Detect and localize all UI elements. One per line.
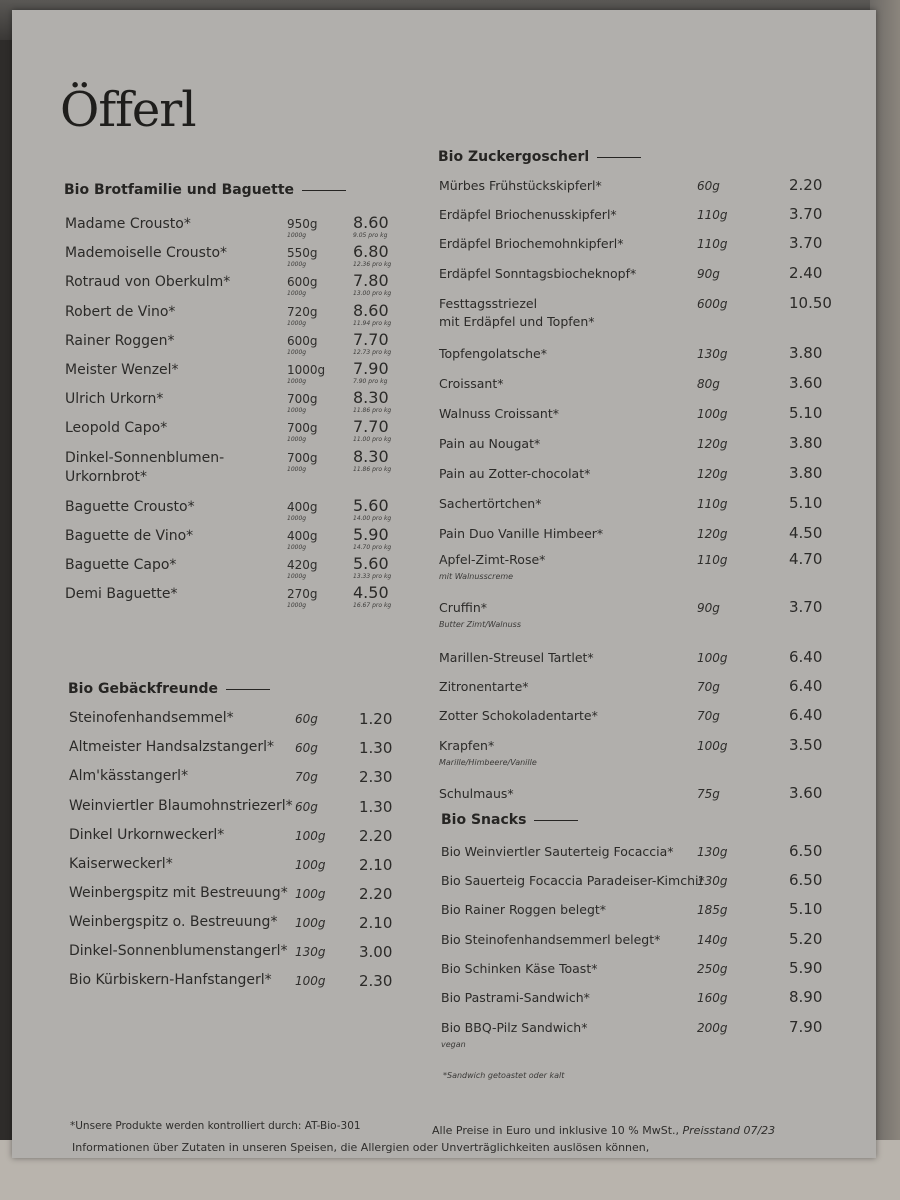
- item-note: mit Walnusscreme: [439, 572, 514, 581]
- item-price: 7.70: [353, 417, 389, 436]
- item-name-line2: Urkornbrot*: [65, 469, 147, 485]
- item-name: Baguette Capo*: [65, 557, 177, 573]
- item-price: 7.90: [789, 1018, 823, 1036]
- item-name: Schulmaus*: [439, 786, 514, 801]
- item-weight: 60g: [697, 179, 720, 193]
- item-price-per-kg: 7.90 pro kg: [353, 378, 388, 385]
- item-weight-reference: 1000g: [287, 407, 307, 414]
- item-price: 5.60: [353, 496, 389, 515]
- item-name: Bio Steinofenhandsemmerl belegt*: [441, 932, 661, 947]
- section-title-zucker-label: Bio Zuckergoscherl: [438, 149, 590, 165]
- item-price: 6.50: [789, 871, 823, 889]
- section-title-gebaeck-label: Bio Gebäckfreunde: [68, 681, 218, 697]
- item-name: Mademoiselle Crousto*: [65, 245, 228, 261]
- item-price-per-kg: 11.00 pro kg: [353, 436, 392, 443]
- item-weight: 720g: [287, 305, 318, 319]
- item-name: Apfel-Zimt-Rose*: [439, 552, 546, 567]
- section-title-brot: [64, 182, 346, 198]
- item-price: 6.50: [789, 842, 823, 860]
- item-name: Bio Pastrami-Sandwich*: [441, 990, 590, 1005]
- item-name: Leopold Capo*: [65, 420, 168, 436]
- item-weight: 100g: [697, 739, 728, 753]
- item-name: Bio Kürbiskern-Hanfstangerl*: [69, 972, 272, 988]
- item-weight: 600g: [697, 297, 728, 311]
- item-price: 3.70: [789, 205, 823, 223]
- item-price: 3.80: [789, 464, 823, 482]
- item-weight: 950g: [287, 217, 318, 231]
- item-name: Bio Rainer Roggen belegt*: [441, 902, 607, 917]
- item-price: 3.50: [789, 736, 823, 754]
- item-weight: 550g: [287, 246, 318, 260]
- item-weight: 110g: [697, 497, 728, 511]
- item-name: Bio Weinviertler Sauterteig Focaccia*: [441, 844, 674, 859]
- item-price: 1.30: [359, 739, 393, 757]
- item-name: Alm'kässtangerl*: [69, 768, 189, 784]
- item-price: 8.60: [353, 213, 389, 232]
- item-price: 5.10: [789, 404, 823, 422]
- item-weight: 400g: [287, 500, 318, 514]
- item-name: Zitronentarte*: [439, 679, 529, 694]
- item-weight: 100g: [295, 916, 326, 930]
- item-name: Erdäpfel Briochemohnkipferl*: [439, 236, 624, 251]
- item-weight: 130g: [295, 945, 326, 959]
- item-price: 8.30: [353, 388, 389, 407]
- item-price: 1.20: [359, 710, 393, 728]
- item-weight: 600g: [287, 334, 318, 348]
- item-weight: 200g: [697, 1021, 728, 1035]
- item-name: Bio Schinken Käse Toast*: [441, 961, 598, 976]
- snacks-footnote: *Sandwich getoastet oder kalt: [443, 1071, 565, 1080]
- section-title-snacks: [441, 812, 578, 828]
- item-weight-reference: 1000g: [287, 466, 307, 473]
- item-name: Kaiserweckerl*: [69, 856, 173, 872]
- item-price-per-kg: 11.94 pro kg: [353, 320, 392, 327]
- menu-sheet: [12, 10, 876, 1158]
- item-weight: 120g: [697, 467, 728, 481]
- item-price: 6.40: [789, 648, 823, 666]
- item-weight: 100g: [697, 407, 728, 421]
- item-note: Butter Zimt/Walnuss: [439, 620, 521, 629]
- item-name: Pain au Zotter-chocolat*: [439, 466, 591, 481]
- title-rule: [597, 157, 641, 158]
- item-price: 5.10: [789, 494, 823, 512]
- item-price: 8.90: [789, 988, 823, 1006]
- item-weight: 160g: [697, 991, 728, 1005]
- item-name: Pain Duo Vanille Himbeer*: [439, 526, 604, 541]
- item-price: 3.60: [789, 784, 823, 802]
- item-weight: 110g: [697, 208, 728, 222]
- item-price-per-kg: 11.86 pro kg: [353, 407, 392, 414]
- item-name: Erdäpfel Sonntagsbiocheknopf*: [439, 266, 637, 281]
- item-name: Weinbergspitz o. Bestreuung*: [69, 914, 278, 930]
- item-weight-reference: 1000g: [287, 378, 307, 385]
- item-weight: 420g: [287, 558, 318, 572]
- item-weight: 70g: [697, 680, 720, 694]
- item-weight: 600g: [287, 275, 318, 289]
- item-price: 5.60: [353, 554, 389, 573]
- item-weight-reference: 1000g: [287, 261, 307, 268]
- item-weight: 130g: [697, 347, 728, 361]
- item-price: 2.30: [359, 972, 393, 990]
- item-weight: 110g: [697, 553, 728, 567]
- item-price: 4.50: [353, 583, 389, 602]
- item-weight: 90g: [697, 601, 720, 615]
- footer-control: *Unsere Produkte werden kontrolliert durch: AT-Bio-301: [70, 1120, 361, 1132]
- item-name: Rainer Roggen*: [65, 333, 175, 349]
- item-price: 5.90: [789, 959, 823, 977]
- item-weight: 60g: [295, 800, 318, 814]
- footer-stand: Preisstand 07/23: [682, 1124, 776, 1137]
- title-rule: [534, 820, 578, 821]
- brand-title: Öfferl: [60, 82, 196, 138]
- item-price: 5.10: [789, 900, 823, 918]
- item-price: 7.70: [353, 330, 389, 349]
- item-name: Cruffin*: [439, 600, 488, 615]
- item-name: Steinofenhandsemmel*: [69, 710, 234, 726]
- item-price: 3.70: [789, 598, 823, 616]
- item-price: 6.40: [789, 677, 823, 695]
- section-title-snacks-label: Bio Snacks: [441, 812, 527, 828]
- footer-info: Informationen über Zutaten in unseren Speisen, die Allergien oder Unverträglichkeiten auslösen können,: [72, 1141, 650, 1154]
- item-name: Bio BBQ-Pilz Sandwich*: [441, 1020, 588, 1035]
- item-name: Ulrich Urkorn*: [65, 391, 164, 407]
- item-price: 3.80: [789, 434, 823, 452]
- item-weight: 185g: [697, 903, 728, 917]
- item-weight: 700g: [287, 451, 318, 465]
- item-name: Bio Sauerteig Focaccia Paradeiser-Kimchi*: [441, 873, 705, 888]
- item-price: 7.90: [353, 359, 389, 378]
- item-price: 2.10: [359, 856, 393, 874]
- item-price-per-kg: 14.00 pro kg: [353, 515, 392, 522]
- item-price: 2.20: [789, 176, 823, 194]
- footer-prices-text: Alle Preise in Euro und inklusive 10 % MwSt.,: [432, 1124, 680, 1137]
- item-weight: 60g: [295, 741, 318, 755]
- item-weight: 130g: [697, 845, 728, 859]
- title-rule: [302, 190, 346, 191]
- item-name: Pain au Nougat*: [439, 436, 541, 451]
- item-price-per-kg: 12.36 pro kg: [353, 261, 392, 268]
- item-weight-reference: 1000g: [287, 320, 307, 327]
- item-name: Baguette Crousto*: [65, 499, 195, 515]
- item-price: 8.30: [353, 447, 389, 466]
- item-name: Baguette de Vino*: [65, 528, 194, 544]
- item-price-per-kg: 13.00 pro kg: [353, 290, 392, 297]
- item-weight-reference: 1000g: [287, 515, 307, 522]
- item-price: 2.10: [359, 914, 393, 932]
- item-name: Mürbes Frühstückskipferl*: [439, 178, 602, 193]
- item-weight: 250g: [697, 962, 728, 976]
- item-name: Croissant*: [439, 376, 504, 391]
- item-name: Weinbergspitz mit Bestreuung*: [69, 885, 288, 901]
- item-weight-reference: 1000g: [287, 544, 307, 551]
- item-price: 5.90: [353, 525, 389, 544]
- item-weight: 80g: [697, 377, 720, 391]
- footer-prices: [432, 1124, 775, 1137]
- item-name: Sachertörtchen*: [439, 496, 542, 511]
- item-name: Krapfen*: [439, 738, 495, 753]
- item-price: 2.20: [359, 827, 393, 845]
- item-name: Meister Wenzel*: [65, 362, 179, 378]
- section-title-zucker: [438, 149, 641, 165]
- item-weight: 130g: [697, 874, 728, 888]
- item-price: 6.40: [789, 706, 823, 724]
- item-name: Dinkel-Sonnenblumen-: [65, 450, 225, 466]
- item-name: Rotraud von Oberkulm*: [65, 274, 231, 290]
- item-weight: 70g: [697, 709, 720, 723]
- item-price: 2.20: [359, 885, 393, 903]
- item-name: Robert de Vino*: [65, 304, 176, 320]
- item-price: 7.80: [353, 271, 389, 290]
- item-weight: 70g: [295, 770, 318, 784]
- item-weight: 700g: [287, 421, 318, 435]
- item-weight-reference: 1000g: [287, 232, 307, 239]
- item-price: 4.70: [789, 550, 823, 568]
- item-price: 10.50: [789, 294, 832, 312]
- item-price-per-kg: 14.70 pro kg: [353, 544, 392, 551]
- item-weight: 100g: [295, 858, 326, 872]
- item-weight: 90g: [697, 267, 720, 281]
- item-weight: 60g: [295, 712, 318, 726]
- item-name: Dinkel-Sonnenblumenstangerl*: [69, 943, 288, 959]
- item-name: Festtagsstriezel: [439, 296, 538, 311]
- item-price: 6.80: [353, 242, 389, 261]
- item-name: Walnuss Croissant*: [439, 406, 560, 421]
- item-name: Weinviertler Blaumohnstriezerl*: [69, 798, 293, 814]
- item-price: 1.30: [359, 798, 393, 816]
- item-weight: 100g: [295, 974, 326, 988]
- item-weight: 400g: [287, 529, 318, 543]
- item-weight: 140g: [697, 933, 728, 947]
- item-weight: 120g: [697, 527, 728, 541]
- item-weight-reference: 1000g: [287, 290, 307, 297]
- item-price: 2.30: [359, 768, 393, 786]
- item-note: Marille/Himbeere/Vanille: [439, 758, 537, 767]
- section-title-gebaeck: [68, 681, 270, 697]
- item-name: Erdäpfel Briochenusskipferl*: [439, 207, 617, 222]
- item-weight-reference: 1000g: [287, 573, 307, 580]
- item-weight: 700g: [287, 392, 318, 406]
- item-name: Topfengolatsche*: [439, 346, 547, 361]
- item-note: vegan: [441, 1040, 466, 1049]
- item-weight: 120g: [697, 437, 728, 451]
- item-price: 3.70: [789, 234, 823, 252]
- item-weight: 100g: [295, 887, 326, 901]
- section-title-brot-label: Bio Brotfamilie und Baguette: [64, 182, 295, 198]
- item-name: Zotter Schokoladentarte*: [439, 708, 598, 723]
- item-price: 8.60: [353, 301, 389, 320]
- item-price-per-kg: 9.05 pro kg: [353, 232, 388, 239]
- item-price: 5.20: [789, 930, 823, 948]
- item-price: 3.60: [789, 374, 823, 392]
- item-price: 2.40: [789, 264, 823, 282]
- item-name: Madame Crousto*: [65, 216, 191, 232]
- item-price: 3.00: [359, 943, 393, 961]
- item-price-per-kg: 12.73 pro kg: [353, 349, 392, 356]
- item-price: 4.50: [789, 524, 823, 542]
- item-name-line2: mit Erdäpfel und Topfen*: [439, 314, 595, 329]
- item-weight: 100g: [697, 651, 728, 665]
- title-rule: [226, 689, 270, 690]
- item-weight: 270g: [287, 587, 318, 601]
- item-name: Demi Baguette*: [65, 586, 178, 602]
- item-weight-reference: 1000g: [287, 349, 307, 356]
- item-price-per-kg: 16.67 pro kg: [353, 602, 392, 609]
- item-name: Dinkel Urkornweckerl*: [69, 827, 225, 843]
- item-weight: 75g: [697, 787, 720, 801]
- item-price: 3.80: [789, 344, 823, 362]
- item-weight-reference: 1000g: [287, 436, 307, 443]
- item-weight: 110g: [697, 237, 728, 251]
- item-name: Marillen-Streusel Tartlet*: [439, 650, 594, 665]
- item-price-per-kg: 11.86 pro kg: [353, 466, 392, 473]
- item-weight: 1000g: [287, 363, 326, 377]
- item-weight-reference: 1000g: [287, 602, 307, 609]
- item-price-per-kg: 13.33 pro kg: [353, 573, 392, 580]
- item-name: Altmeister Handsalzstangerl*: [69, 739, 275, 755]
- item-weight: 100g: [295, 829, 326, 843]
